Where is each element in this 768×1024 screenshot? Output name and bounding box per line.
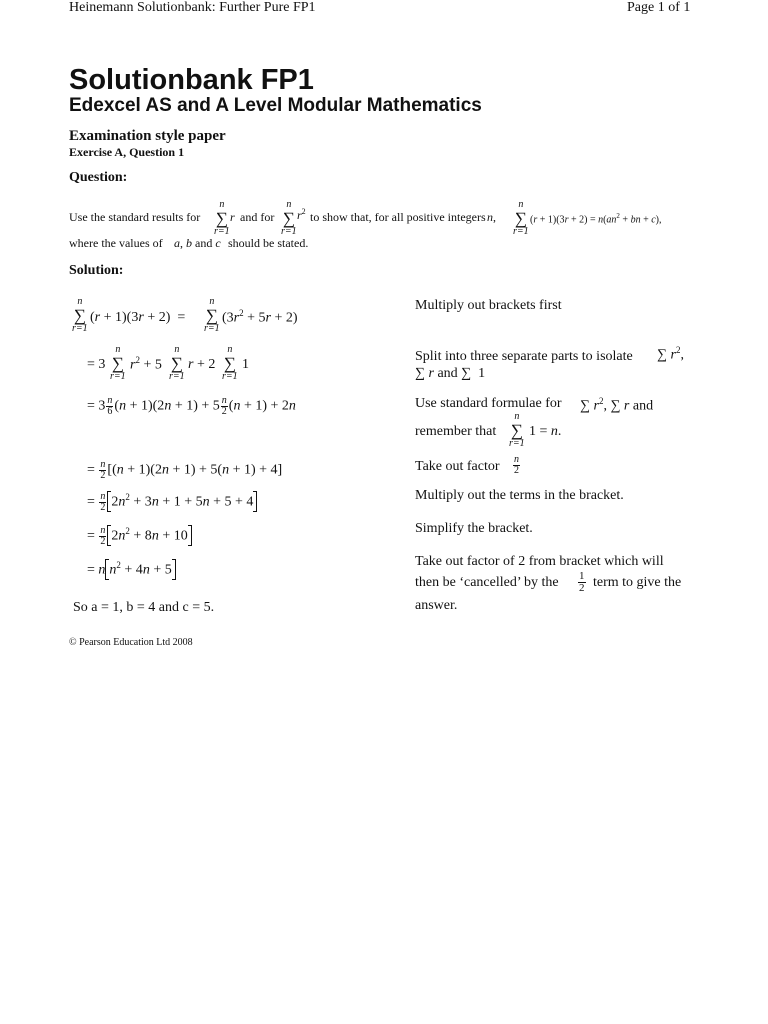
note-11: answer. (415, 598, 458, 613)
solution-heading: Solution: (69, 263, 124, 278)
note-5: Take out factor (415, 459, 500, 474)
exercise-label: Exercise A, Question 1 (69, 145, 185, 159)
note-2: Split into three separate parts to isolate (415, 349, 633, 364)
question-part-1: Use the standard results for (69, 210, 201, 224)
note-4: remember that (415, 424, 497, 439)
header-right: Page 1 of 1 (627, 0, 691, 15)
sigma-symbol: n ∑ r=1 (513, 199, 529, 237)
copyright-footer: © Pearson Education Ltd 2008 (69, 637, 193, 648)
note-7: Simplify the bracket. (415, 521, 533, 536)
conclusion: So a = 1, b = 4 and c = 5. (73, 600, 215, 615)
page-title: Solutionbank FP1 (69, 64, 314, 96)
page-subtitle: Edexcel AS and A Level Modular Mathematics (69, 95, 482, 116)
note-3: Use standard formulae for (415, 396, 562, 411)
note-9: then be ‘cancelled’ by the (415, 575, 559, 590)
note-1: Multiply out brackets first (415, 298, 562, 313)
question-part-4: where the values of (69, 236, 163, 250)
sigma-symbol: n ∑ r=1 (281, 199, 297, 237)
note-6: Multiply out the terms in the bracket. (415, 488, 624, 503)
question-part-3: to show that, for all positive integers (310, 210, 486, 224)
question-part-5: should be stated. (228, 236, 309, 250)
question-heading: Question: (69, 170, 128, 185)
question-part-2: and for (240, 210, 275, 224)
note-8: Take out factor of 2 from bracket which will (415, 554, 664, 569)
sigma-symbol: n ∑ r=1 (214, 199, 230, 237)
exam-heading: Examination style paper (69, 128, 226, 144)
header-left: Heinemann Solutionbank: Further Pure FP1 (69, 0, 316, 15)
note-10: term to give the (593, 575, 682, 590)
